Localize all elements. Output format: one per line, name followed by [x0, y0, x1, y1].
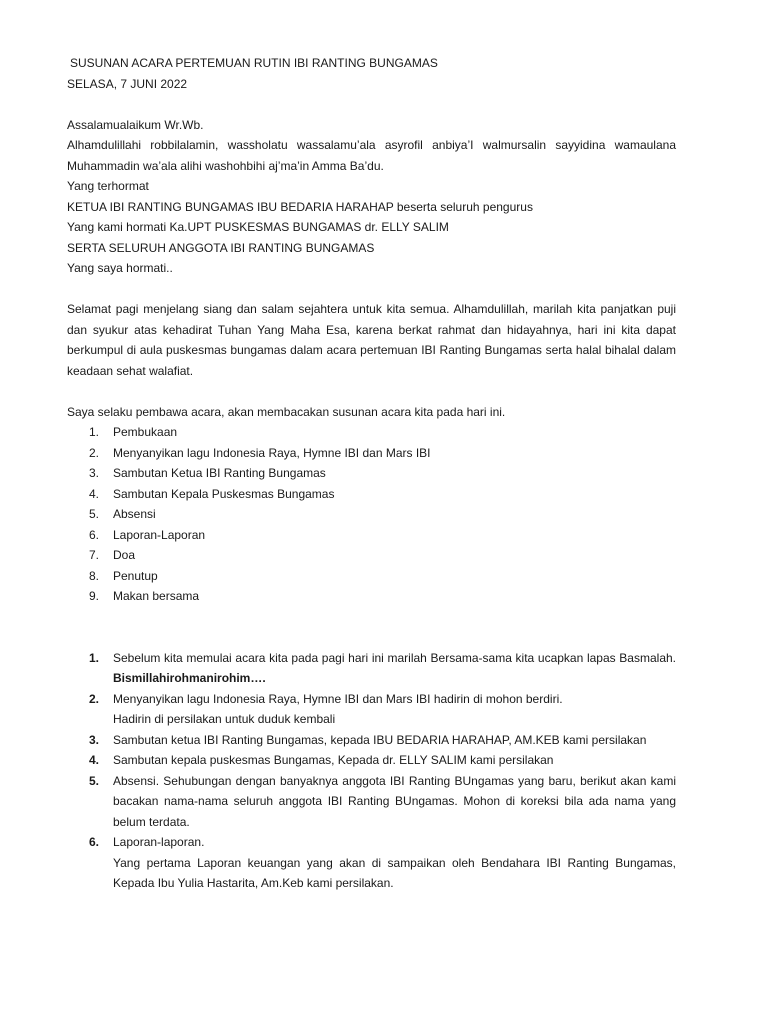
- list-number: 2.: [89, 691, 100, 706]
- list-number: 1.: [89, 650, 100, 665]
- list-number: 7.: [89, 548, 100, 562]
- honor-line: Yang terhormat: [67, 179, 149, 193]
- list-item: [67, 586, 676, 607]
- list-subtext: Hadirin di persilakan untuk duduk kembali: [113, 712, 336, 726]
- list-item: [67, 525, 676, 546]
- list-item: [67, 463, 676, 484]
- list-number: 3.: [89, 732, 100, 747]
- list-number: 2.: [89, 445, 100, 460]
- list-text: Penutup: [113, 568, 158, 583]
- list-number: 3.: [89, 466, 100, 480]
- list-number: 9.: [89, 589, 100, 603]
- list-text: Pembukaan: [113, 425, 178, 439]
- list-text: Sambutan Ketua IBI Ranting Bungamas: [113, 466, 326, 480]
- greeting: Assalamualaikum Wr.Wb.: [67, 117, 204, 132]
- list-item: [67, 730, 676, 751]
- document-date: SELASA, 7 JUNI 2022: [67, 76, 188, 91]
- welcome-paragraph: Selamat pagi menjelang siang dan salam sejahtera untuk kita semua. Alhamdulillah, marilah kita panjatkan puji dan syukur atas kehadirat Tuhan Yang Maha Esa, karena berkat rahmat dan hidayahnya, hari ini kita dapat berkumpul di aula puskesmas bungamas dalam acara pertemuan IBI Ranting Bungamas serta halal bihalal dalam keadaan sehat walafiat.: [67, 302, 676, 378]
- list-number: 8.: [89, 568, 100, 583]
- bismillah-text: Bismillahirohmanirohim….: [113, 671, 266, 685]
- list-number: 5.: [89, 507, 100, 521]
- list-text: Sambutan Kepala Puskesmas Bungamas: [113, 486, 335, 501]
- list-item: [67, 750, 676, 771]
- list-text: Doa: [113, 548, 136, 562]
- list-subtext: Yang pertama Laporan keuangan yang akan di sampaikan oleh Bendahara IBI Ranting Bungamas, Kepada Ibu Yulia Hastarita, Am.Keb kami persilakan.: [113, 855, 676, 890]
- list-item: [67, 504, 676, 525]
- honor-line: Yang saya hormati..: [67, 261, 173, 275]
- list-item: [67, 832, 676, 894]
- list-text: Absensi: [113, 507, 156, 521]
- list-item: [67, 566, 676, 587]
- list-text: Laporan-Laporan: [113, 527, 206, 542]
- list-text: Laporan-laporan.: [113, 835, 205, 849]
- list-item: [67, 689, 676, 730]
- list-item: [67, 443, 676, 464]
- list-text: Sambutan ketua IBI Ranting Bungamas, kepada IBU BEDARIA HARAHAP, AM.KEB kami persilakan: [113, 732, 647, 747]
- list-item: [67, 545, 676, 566]
- honor-line: SERTA SELURUH ANGGOTA IBI RANTING BUNGAMAS: [67, 240, 375, 255]
- list-number: 6.: [89, 527, 100, 542]
- list-item: [67, 771, 676, 833]
- list-number: 4.: [89, 486, 100, 501]
- list-text: Menyanyikan lagu Indonesia Raya, Hymne IBI dan Mars IBI: [113, 445, 431, 460]
- list-text: Sebelum kita memulai acara kita pada pagi hari ini marilah Bersama-sama kita ucapkan lapas Basmalah.: [113, 650, 676, 665]
- agenda-details-list: [67, 648, 676, 894]
- opening-prayer: Alhamdulillahi robbilalamin, wassholatu wassalamu’ala asyrofil anbiya’I walmursalin sayyidina wamaulana Muhammadin wa’ala alihi washohbihi aj’ma’in Amma Ba’du.: [67, 138, 676, 173]
- list-number: 1.: [89, 425, 100, 439]
- list-item: [67, 648, 676, 689]
- agenda-intro: Saya selaku pembawa acara, akan membacakan susunan acara kita pada hari ini.: [67, 404, 506, 419]
- honor-line: Yang kami hormati Ka.UPT PUSKESMAS BUNGAMAS dr. ELLY SALIM: [67, 220, 449, 234]
- list-number: 6.: [89, 835, 100, 849]
- list-text: Absensi. Sehubungan dengan banyaknya anggota IBI Ranting BUngamas yang baru, berikut akan kami bacakan nama-nama seluruh anggota IBI Ranting BUngamas. Mohon di koreksi bila ada nama yang belum terdata.: [113, 773, 676, 829]
- list-text: Makan bersama: [113, 589, 200, 603]
- list-text: Sambutan kepala puskesmas Bungamas, Kepada dr. ELLY SALIM kami persilakan: [113, 753, 554, 767]
- agenda-list: [67, 422, 676, 607]
- list-number: 4.: [89, 753, 100, 767]
- honor-line: KETUA IBI RANTING BUNGAMAS IBU BEDARIA HARAHAP beserta seluruh pengurus: [67, 199, 533, 214]
- list-number: 5.: [89, 773, 100, 788]
- list-text: Menyanyikan lagu Indonesia Raya, Hymne IBI dan Mars IBI hadirin di mohon berdiri.: [113, 691, 563, 706]
- list-item: [67, 484, 676, 505]
- document-title: SUSUNAN ACARA PERTEMUAN RUTIN IBI RANTING BUNGAMAS: [70, 56, 438, 70]
- list-item: [67, 422, 676, 443]
